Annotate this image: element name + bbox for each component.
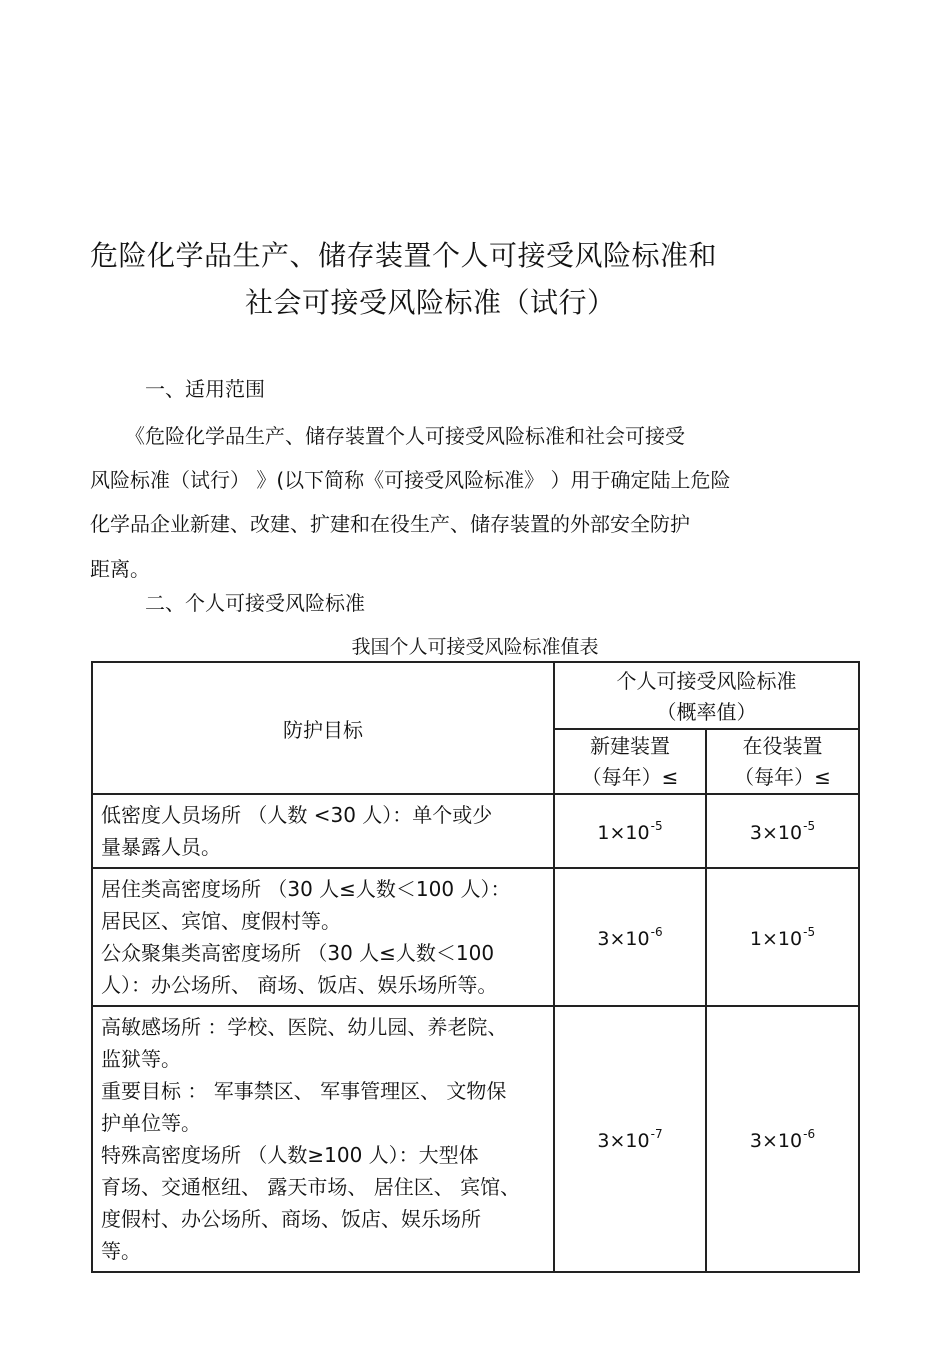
- description-line: 护单位等。: [101, 1111, 201, 1135]
- value-base: 1×10: [749, 927, 803, 950]
- description-line: 育场、交通枢纽、 露天市场、 居住区、 宾馆、: [101, 1175, 521, 1199]
- header-risk-standard-line-1: 个人可接受风险标准: [616, 668, 797, 693]
- description-line: 高敏感场所 ：学校、医院、幼儿园、养老院、: [101, 1015, 508, 1039]
- header-existing-facility: [706, 729, 859, 794]
- description-line: 等。: [101, 1239, 141, 1263]
- description-line: 度假村、办公场所、商场、饭店、娱乐场所: [101, 1207, 481, 1231]
- value-exponent: -5: [650, 818, 663, 833]
- header-new-facility: [554, 729, 706, 794]
- header-protection-target: [92, 662, 554, 794]
- description-line: 量暴露人员。: [101, 835, 221, 859]
- value-base: 1×10: [597, 821, 650, 844]
- header-new-facility-line-1: 新建装置: [590, 733, 670, 758]
- description-line: 人）：办公场所、 商场、饭店、娱乐场所等。: [101, 973, 498, 997]
- header-risk-standard-line-2: （概率值）: [656, 699, 757, 724]
- value-exponent: -6: [650, 924, 663, 939]
- value-exponent: -5: [803, 924, 816, 939]
- section-1-heading: 一、适用范围: [145, 377, 265, 401]
- value-exponent: -6: [803, 1126, 816, 1141]
- row-target-description: [92, 868, 554, 1006]
- row-target-description: [92, 794, 554, 868]
- description-line: 重要目标 ： 军事禁区、 军事管理区、 文物保: [101, 1079, 507, 1103]
- existing-facility-value: [706, 868, 859, 1006]
- header-protection-target-label: 防护目标: [283, 717, 363, 742]
- section-2-heading: 二、个人可接受风险标准: [145, 591, 365, 615]
- description-line: 公众聚集类高密度场所 （30 人≤人数＜100: [101, 941, 495, 965]
- new-facility-value: [554, 868, 706, 1006]
- new-facility-value: [554, 1006, 706, 1272]
- table-row: [92, 868, 859, 1006]
- value-exponent: -7: [650, 1126, 663, 1141]
- section-1-para-line: 化学品企业新建、改建、扩建和在役生产、储存装置的外部安全防护: [90, 512, 690, 536]
- value-base: 3×10: [749, 1129, 803, 1152]
- value-base: 3×10: [597, 927, 650, 950]
- value-exponent: -5: [803, 818, 816, 833]
- section-1-para-line: 《危险化学品生产、储存装置个人可接受风险标准和社会可接受: [125, 424, 685, 448]
- value-base: 3×10: [597, 1129, 650, 1152]
- header-new-facility-line-2: （每年）≤: [581, 764, 679, 789]
- table-row: [92, 794, 859, 868]
- description-line: 监狱等。: [101, 1047, 181, 1071]
- section-1-para-line: 距离。: [90, 557, 150, 581]
- description-line: 特殊高密度场所 （人数≥100 人）：大型体: [101, 1143, 479, 1167]
- header-risk-standard: [554, 662, 859, 729]
- risk-standard-table: [91, 661, 860, 1273]
- description-line: 低密度人员场所 （人数 <30 人）：单个或少: [101, 803, 493, 827]
- header-existing-facility-line-2: （每年）≤: [734, 764, 831, 789]
- new-facility-value: [554, 794, 706, 868]
- doc-title-line-1: 危险化学品生产、储存装置个人可接受风险标准和: [90, 239, 718, 272]
- existing-facility-value: [706, 1006, 859, 1272]
- section-1-para-line: 风险标准（试行） 》(以下简称《可接受风险标准》 ）用于确定陆上危险: [90, 468, 731, 492]
- doc-title-line-2: 社会可接受风险标准（试行）: [245, 286, 616, 319]
- table-caption: 我国个人可接受风险标准值表: [351, 636, 599, 658]
- header-existing-facility-line-1: 在役装置: [742, 733, 823, 758]
- table-row: [92, 1006, 859, 1272]
- value-base: 3×10: [749, 821, 803, 844]
- row-target-description: [92, 1006, 554, 1272]
- description-line: 居民区、宾馆、度假村等。: [101, 909, 341, 933]
- description-line: 居住类高密度场所 （30 人≤人数＜100 人）：: [101, 877, 511, 901]
- existing-facility-value: [706, 794, 859, 868]
